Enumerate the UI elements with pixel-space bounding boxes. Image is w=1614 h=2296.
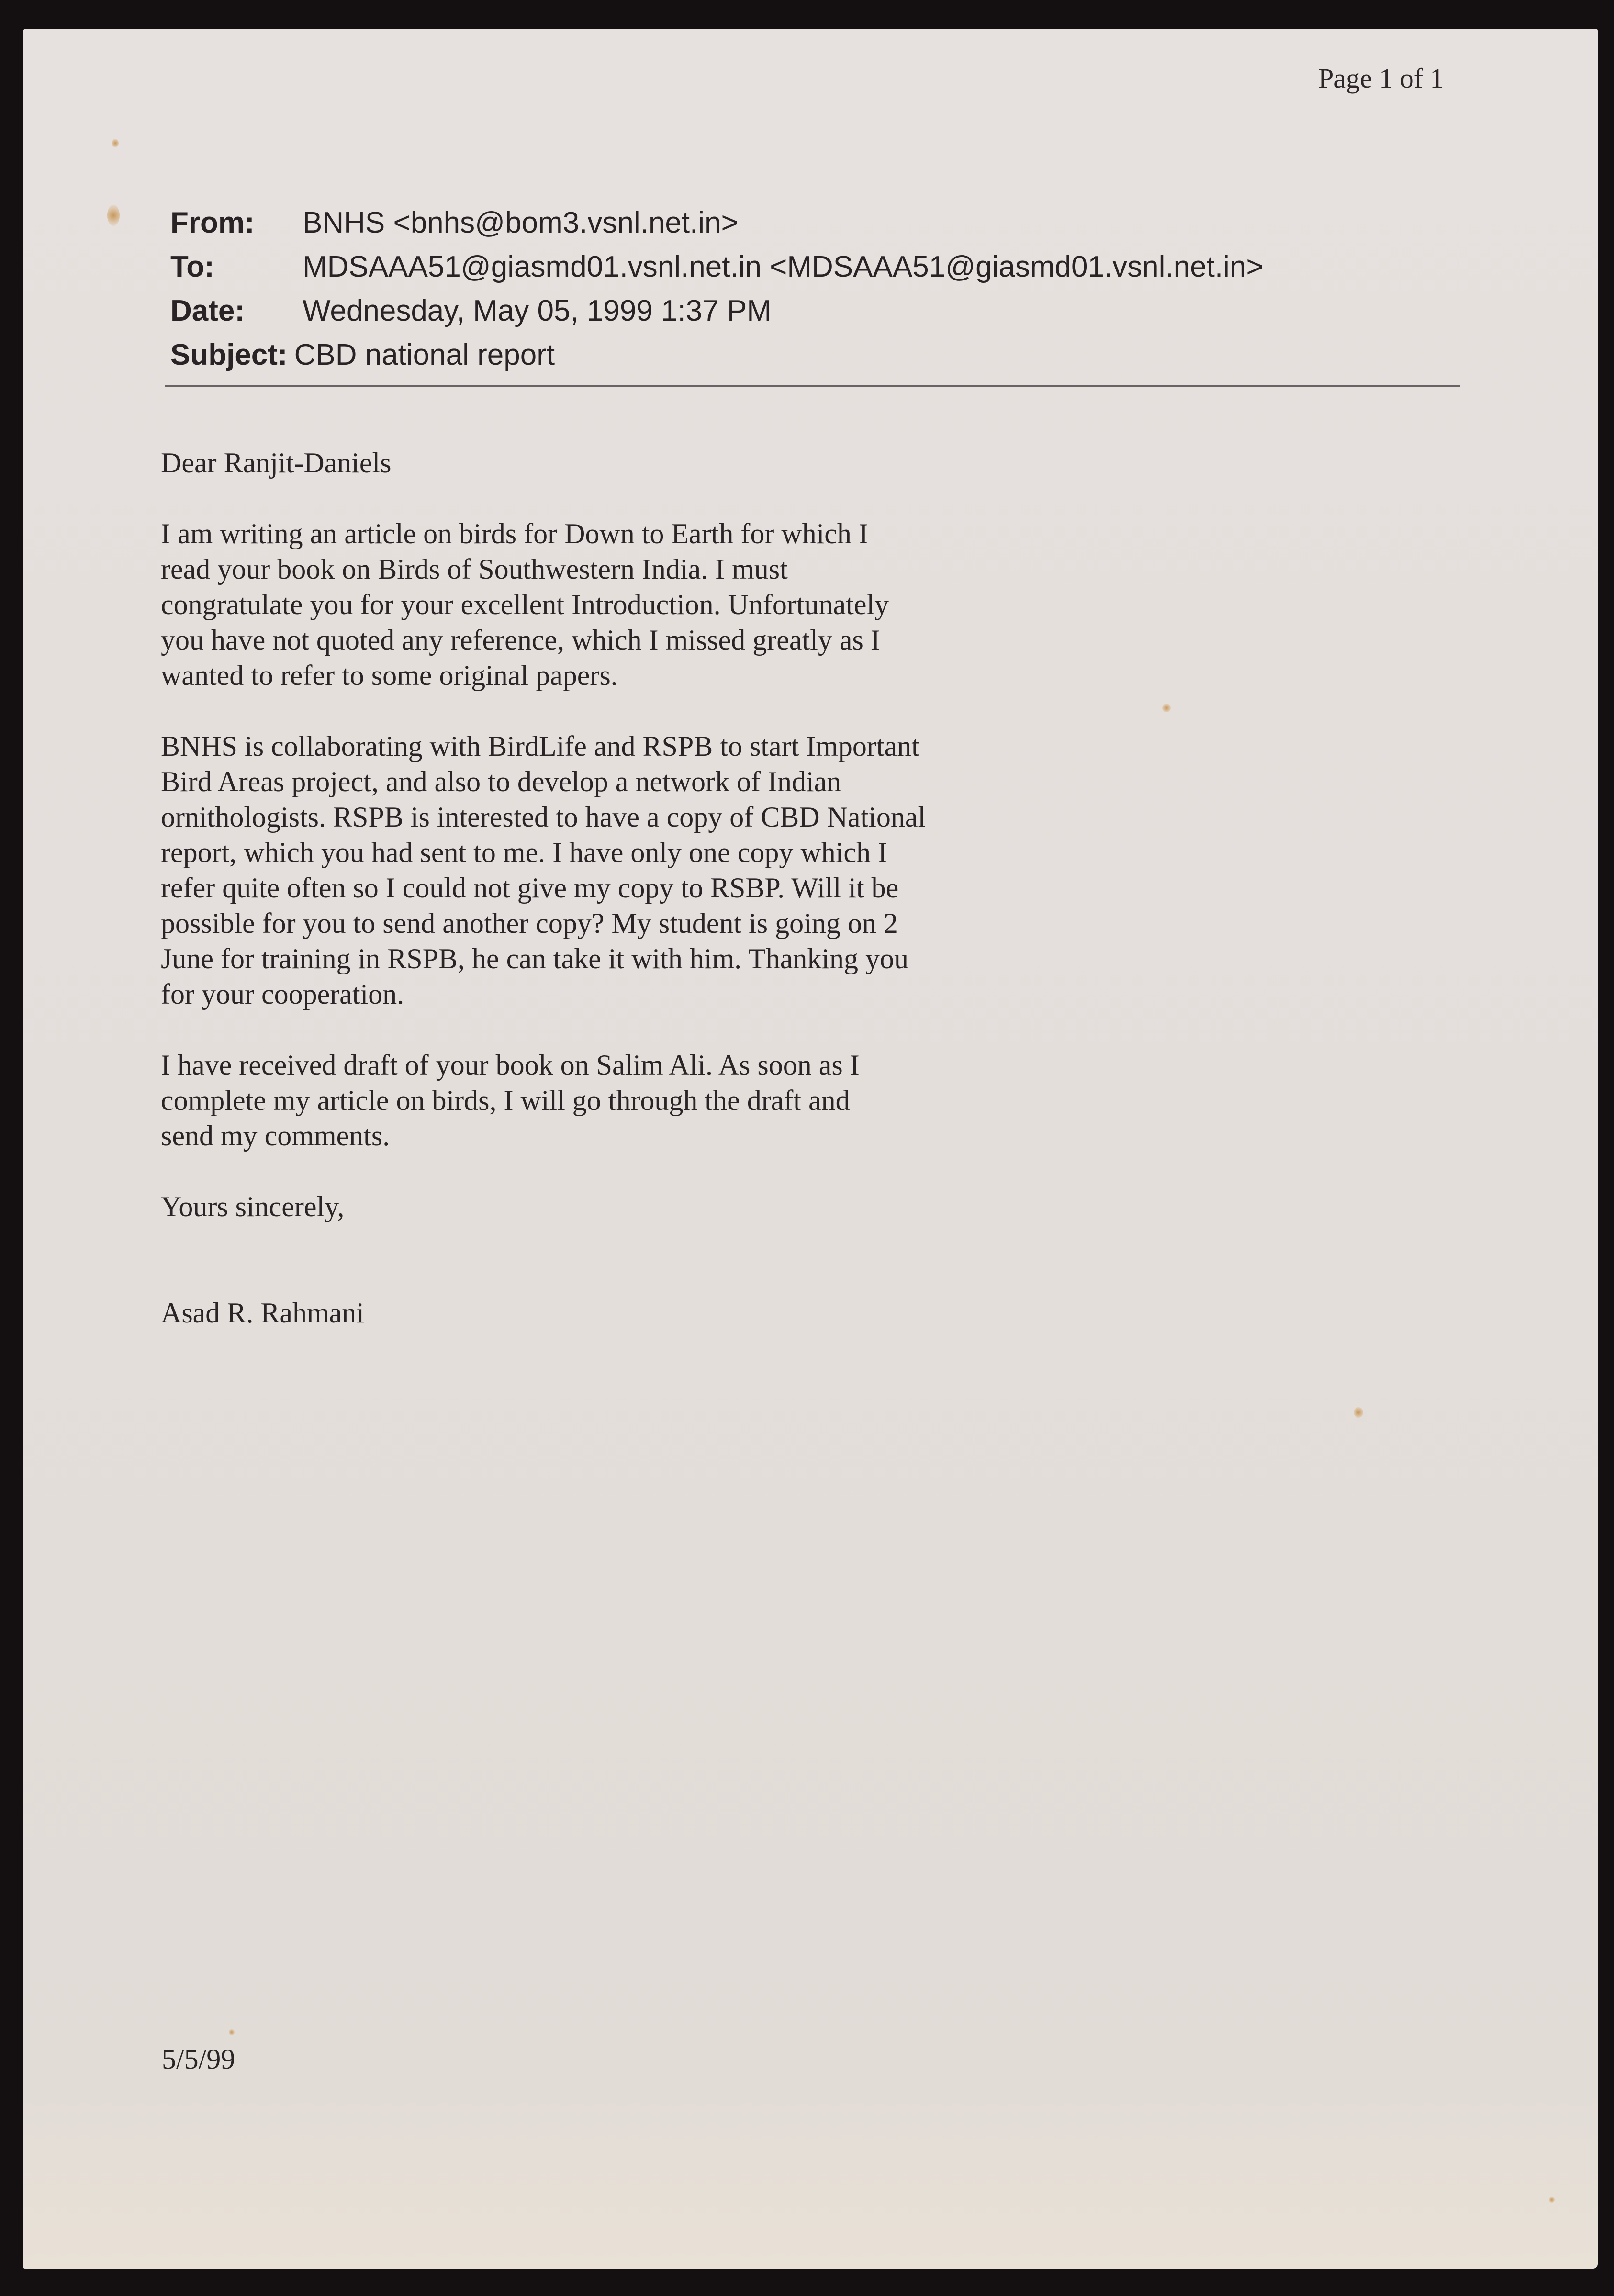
foxing-stain <box>1549 2197 1555 2203</box>
email-header <box>170 206 1264 382</box>
signature: Asad R. Rahmani <box>161 1297 364 1329</box>
footer-date: 5/5/99 <box>162 2043 235 2075</box>
from-row <box>170 206 1264 250</box>
to-row <box>170 250 1264 294</box>
to-label: To: <box>170 250 214 283</box>
text-line: for your cooperation. <box>161 978 404 1010</box>
text-line: possible for you to send another copy? My student is going on 2 <box>161 907 898 939</box>
text-line: ornithologists. RSPB is interested to have a copy of CBD National <box>161 801 926 833</box>
text-line: BNHS is collaborating with BirdLife and RSPB to start Important <box>161 730 919 762</box>
foxing-stain <box>229 2029 235 2035</box>
from-label: From: <box>170 206 255 239</box>
paragraph-2 <box>161 728 1070 1012</box>
date-value: Wednesday, May 05, 1999 1:37 PM <box>303 294 772 327</box>
date-label: Date: <box>170 294 245 327</box>
closing: Yours sincerely, <box>161 1191 345 1222</box>
to-value: MDSAAA51@giasmd01.vsnl.net.in <MDSAAA51@giasmd01.vsnl.net.in> <box>303 250 1264 283</box>
text-line: I have received draft of your book on Salim Ali. As soon as I <box>161 1049 860 1081</box>
foxing-stain <box>107 205 120 226</box>
text-line: read your book on Birds of Southwestern India. I must <box>161 553 788 585</box>
header-divider <box>165 385 1460 387</box>
text-line: you have not quoted any reference, which I missed greatly as I <box>161 624 880 656</box>
foxing-stain <box>112 139 119 147</box>
date-row <box>170 294 1264 338</box>
subject-label: Subject: <box>170 338 288 371</box>
page-indicator: Page 1 of 1 <box>1318 63 1444 94</box>
text-line: refer quite often so I could not give my copy to RSBP. Will it be <box>161 872 899 904</box>
text-line: congratulate you for your excellent Introduction. Unfortunately <box>161 589 889 620</box>
letter-body <box>161 445 1070 1366</box>
text-line: I am writing an article on birds for Down to Earth for which I <box>161 518 868 549</box>
text-line: Bird Areas project, and also to develop a network of Indian <box>161 766 841 797</box>
text-line: June for training in RSPB, he can take it with him. Thanking you <box>161 943 909 974</box>
text-line: complete my article on birds, I will go through the draft and <box>161 1085 850 1116</box>
paragraph-1 <box>161 516 1070 693</box>
text-line: send my comments. <box>161 1120 390 1152</box>
signature-space <box>161 1224 1070 1295</box>
from-value: BNHS <bnhs@bom3.vsnl.net.in> <box>303 206 739 239</box>
text-line: wanted to refer to some original papers. <box>161 660 618 691</box>
foxing-stain <box>1162 704 1171 712</box>
subject-value: CBD national report <box>294 338 555 371</box>
subject-row <box>170 338 1264 382</box>
foxing-stain <box>1354 1407 1363 1418</box>
salutation: Dear Ranjit-Daniels <box>161 447 392 479</box>
paragraph-3 <box>161 1047 1070 1154</box>
text-line: report, which you had sent to me. I have only one copy which I <box>161 837 887 868</box>
